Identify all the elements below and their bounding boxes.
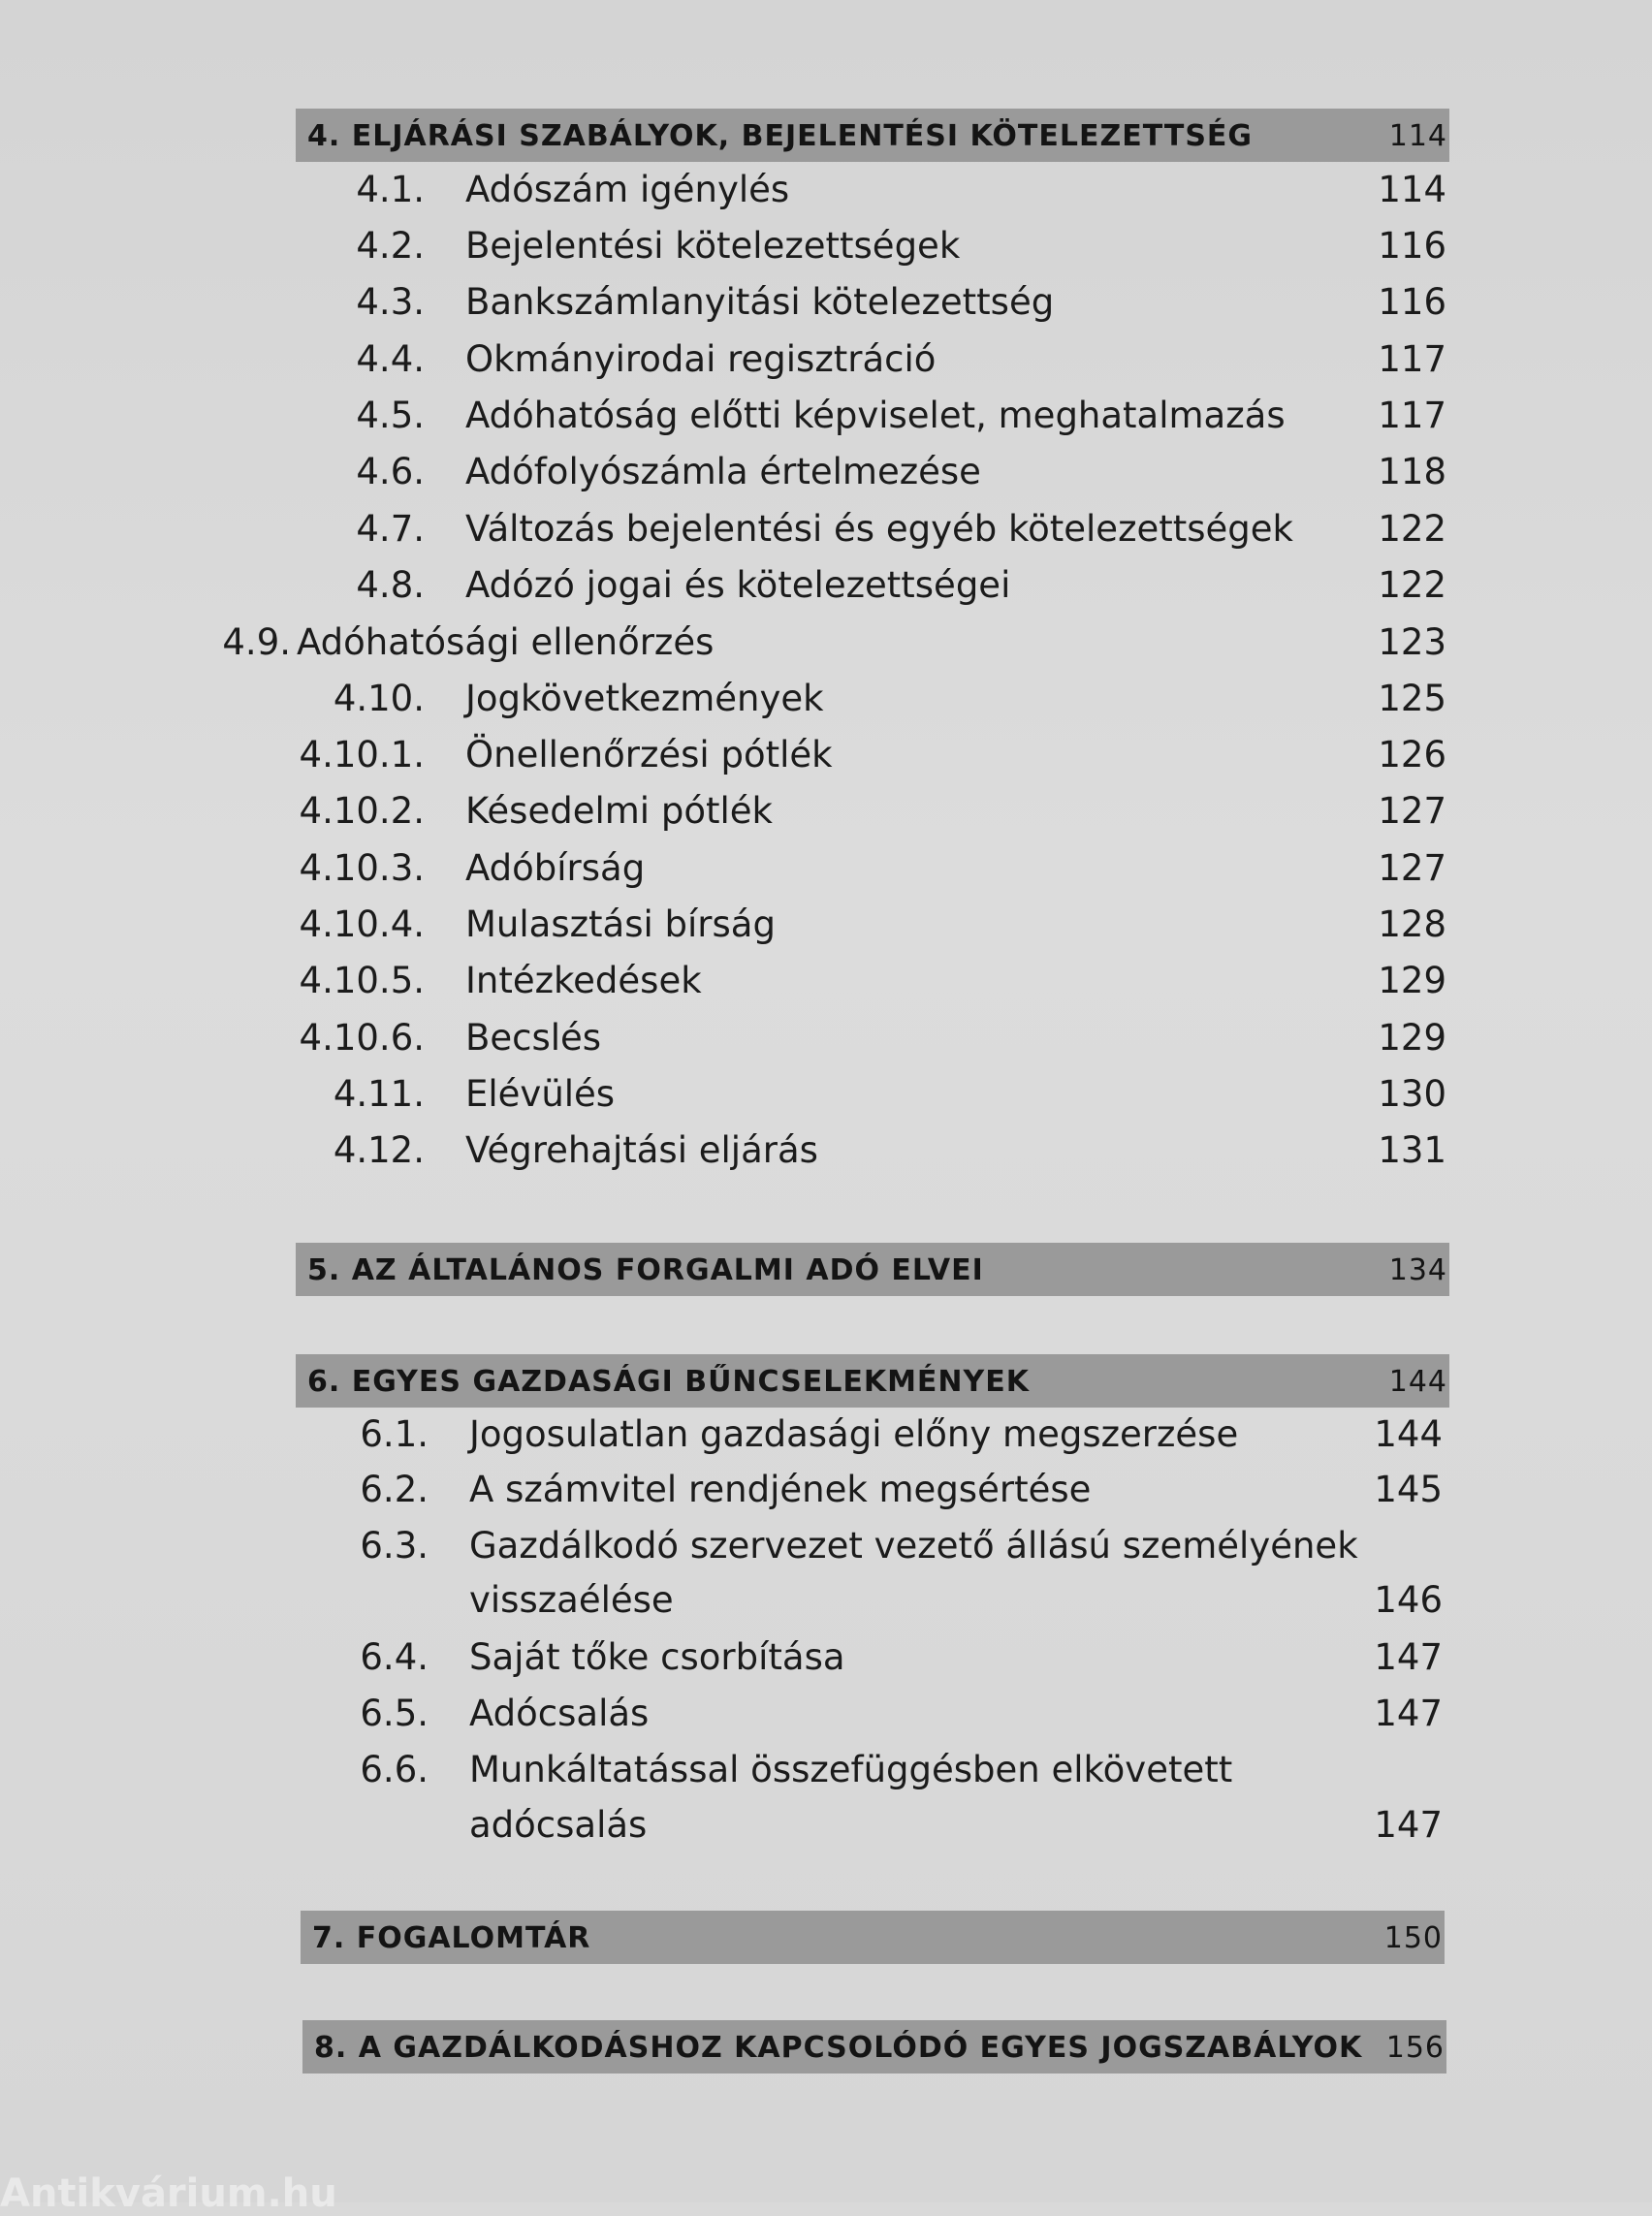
section-page: 150 bbox=[1383, 1921, 1443, 1955]
entry-title: Adóhatóság előtti képviselet, meghatalmazás bbox=[465, 395, 1286, 436]
entry-number: 4.10.4. bbox=[299, 903, 425, 945]
toc-entry bbox=[0, 678, 1652, 734]
entry-title: Jogkövetkezmények bbox=[465, 678, 824, 719]
toc-entry bbox=[0, 1413, 1652, 1470]
toc-entry bbox=[0, 1525, 1652, 1581]
toc-entry-continuation bbox=[0, 1579, 1652, 1635]
entry-page: 116 bbox=[1378, 225, 1446, 267]
toc-entry bbox=[0, 451, 1652, 507]
entry-number: 4.1. bbox=[356, 169, 425, 210]
entry-title: Végrehajtási eljárás bbox=[465, 1129, 818, 1171]
entry-number: 4.3. bbox=[356, 281, 425, 323]
entry-title: Adóbírság bbox=[465, 847, 646, 889]
entry-number: 4.4. bbox=[356, 338, 425, 380]
section-header bbox=[301, 1911, 1445, 1964]
entry-title: Intézkedések bbox=[465, 960, 702, 1001]
entry-title: Adócsalás bbox=[469, 1693, 650, 1734]
section-header bbox=[296, 109, 1449, 162]
entry-title: Okmányirodai regisztráció bbox=[465, 338, 937, 380]
entry-page: 128 bbox=[1378, 903, 1446, 945]
entry-number: 4.10.1. bbox=[299, 734, 425, 776]
entry-title: Önellenőrzési pótlék bbox=[465, 734, 833, 776]
entry-number: 4.7. bbox=[356, 508, 425, 550]
section-page: 144 bbox=[1388, 1365, 1447, 1399]
entry-number: 6.5. bbox=[360, 1693, 429, 1734]
entry-title: Változás bejelentési és egyéb kötelezettségek bbox=[465, 508, 1293, 550]
entry-page: 116 bbox=[1378, 281, 1446, 323]
entry-number: 6.3. bbox=[360, 1525, 429, 1567]
toc-entry bbox=[0, 169, 1652, 225]
entry-page: 146 bbox=[1374, 1579, 1443, 1621]
toc-entry bbox=[0, 1129, 1652, 1186]
entry-number: 4.10.6. bbox=[299, 1017, 425, 1059]
entry-page: 144 bbox=[1374, 1413, 1443, 1455]
entry-page: 147 bbox=[1374, 1636, 1443, 1678]
entry-page: 122 bbox=[1378, 508, 1446, 550]
toc-entry bbox=[0, 903, 1652, 960]
entry-page: 131 bbox=[1378, 1129, 1446, 1171]
entry-page: 129 bbox=[1378, 960, 1446, 1001]
entry-page: 118 bbox=[1378, 451, 1446, 492]
entry-title: Adózó jogai és kötelezettségei bbox=[465, 564, 1011, 606]
entry-page: 129 bbox=[1378, 1017, 1446, 1059]
entry-number: 6.4. bbox=[360, 1636, 429, 1678]
entry-number: 4.8. bbox=[356, 564, 425, 606]
entry-page: 127 bbox=[1378, 790, 1446, 832]
entry-title: Adóhatósági ellenőrzés bbox=[297, 621, 715, 663]
entry-page: 130 bbox=[1378, 1073, 1446, 1115]
section-page: 114 bbox=[1388, 119, 1447, 153]
entry-number: 4.10. bbox=[333, 678, 425, 719]
entry-number: 4.11. bbox=[333, 1073, 425, 1115]
watermark: Antikvárium.hu bbox=[0, 2171, 337, 2216]
section-title: 5. AZ ÁLTALÁNOS FORGALMI ADÓ ELVEI bbox=[307, 1253, 984, 1287]
toc-entry bbox=[0, 281, 1652, 337]
entry-number: 4.6. bbox=[356, 451, 425, 492]
toc-entry bbox=[0, 1073, 1652, 1129]
section-header bbox=[302, 2020, 1446, 2074]
entry-number: 4.10.3. bbox=[299, 847, 425, 889]
section-header bbox=[296, 1354, 1449, 1408]
entry-page: 114 bbox=[1378, 169, 1446, 210]
toc-entry bbox=[0, 1749, 1652, 1805]
entry-page: 125 bbox=[1378, 678, 1446, 719]
entry-number: 4.12. bbox=[333, 1129, 425, 1171]
toc-entry bbox=[0, 621, 1652, 678]
entry-title: Munkáltatással összefüggésben elkövetett bbox=[469, 1749, 1233, 1790]
entry-page: 117 bbox=[1378, 338, 1446, 380]
toc-entry bbox=[0, 508, 1652, 564]
section-title: 6. EGYES GAZDASÁGI BŰNCSELEKMÉNYEK bbox=[307, 1365, 1030, 1399]
entry-page: 123 bbox=[1378, 621, 1446, 663]
entry-page: 145 bbox=[1374, 1469, 1443, 1510]
toc-entry bbox=[0, 960, 1652, 1016]
entry-title: Adófolyószámla értelmezése bbox=[465, 451, 981, 492]
entry-title: Mulasztási bírság bbox=[465, 903, 776, 945]
entry-title: Jogosulatlan gazdasági előny megszerzése bbox=[469, 1413, 1239, 1455]
entry-page: 147 bbox=[1374, 1693, 1443, 1734]
entry-title: Saját tőke csorbítása bbox=[469, 1636, 845, 1678]
entry-title: Bankszámlanyitási kötelezettség bbox=[465, 281, 1055, 323]
entry-title: Adószám igénylés bbox=[465, 169, 790, 210]
entry-number: 6.1. bbox=[360, 1413, 429, 1455]
toc-entry-continuation bbox=[0, 1804, 1652, 1860]
entry-title: Bejelentési kötelezettségek bbox=[465, 225, 961, 267]
entry-page: 122 bbox=[1378, 564, 1446, 606]
section-page: 156 bbox=[1385, 2031, 1445, 2065]
entry-page: 117 bbox=[1378, 395, 1446, 436]
section-header bbox=[296, 1243, 1449, 1296]
entry-number: 4.10.2. bbox=[299, 790, 425, 832]
entry-number: 4.10.5. bbox=[299, 960, 425, 1001]
toc-entry bbox=[0, 395, 1652, 451]
entry-title: Elévülés bbox=[465, 1073, 616, 1115]
toc-entry bbox=[0, 1693, 1652, 1749]
toc-entry bbox=[0, 1636, 1652, 1693]
entry-title: Becslés bbox=[465, 1017, 602, 1059]
section-title: 8. A GAZDÁLKODÁSHOZ KAPCSOLÓDÓ EGYES JOGSZABÁLYOK bbox=[314, 2031, 1363, 2065]
entry-number: 6.6. bbox=[360, 1749, 429, 1790]
entry-title: adócsalás bbox=[469, 1804, 648, 1846]
section-title: 7. FOGALOMTÁR bbox=[312, 1921, 591, 1955]
entry-page: 127 bbox=[1378, 847, 1446, 889]
entry-title: Késedelmi pótlék bbox=[465, 790, 773, 832]
entry-number: 4.9. bbox=[222, 621, 291, 663]
toc-entry bbox=[0, 847, 1652, 903]
section-page: 134 bbox=[1388, 1253, 1447, 1287]
entry-page: 147 bbox=[1374, 1804, 1443, 1846]
toc-entry bbox=[0, 338, 1652, 395]
entry-title: Gazdálkodó szervezet vezető állású személyének bbox=[469, 1525, 1358, 1567]
entry-title: visszaélése bbox=[469, 1579, 674, 1621]
toc-entry bbox=[0, 564, 1652, 620]
entry-page: 126 bbox=[1378, 734, 1446, 776]
toc-entry bbox=[0, 734, 1652, 790]
toc-entry bbox=[0, 1017, 1652, 1073]
entry-number: 4.2. bbox=[356, 225, 425, 267]
entry-title: A számvitel rendjének megsértése bbox=[469, 1469, 1092, 1510]
entry-number: 6.2. bbox=[360, 1469, 429, 1510]
toc-entry bbox=[0, 225, 1652, 281]
toc-entry bbox=[0, 790, 1652, 846]
toc-entry bbox=[0, 1469, 1652, 1525]
section-title: 4. ELJÁRÁSI SZABÁLYOK, BEJELENTÉSI KÖTELEZETTSÉG bbox=[307, 119, 1254, 153]
entry-number: 4.5. bbox=[356, 395, 425, 436]
